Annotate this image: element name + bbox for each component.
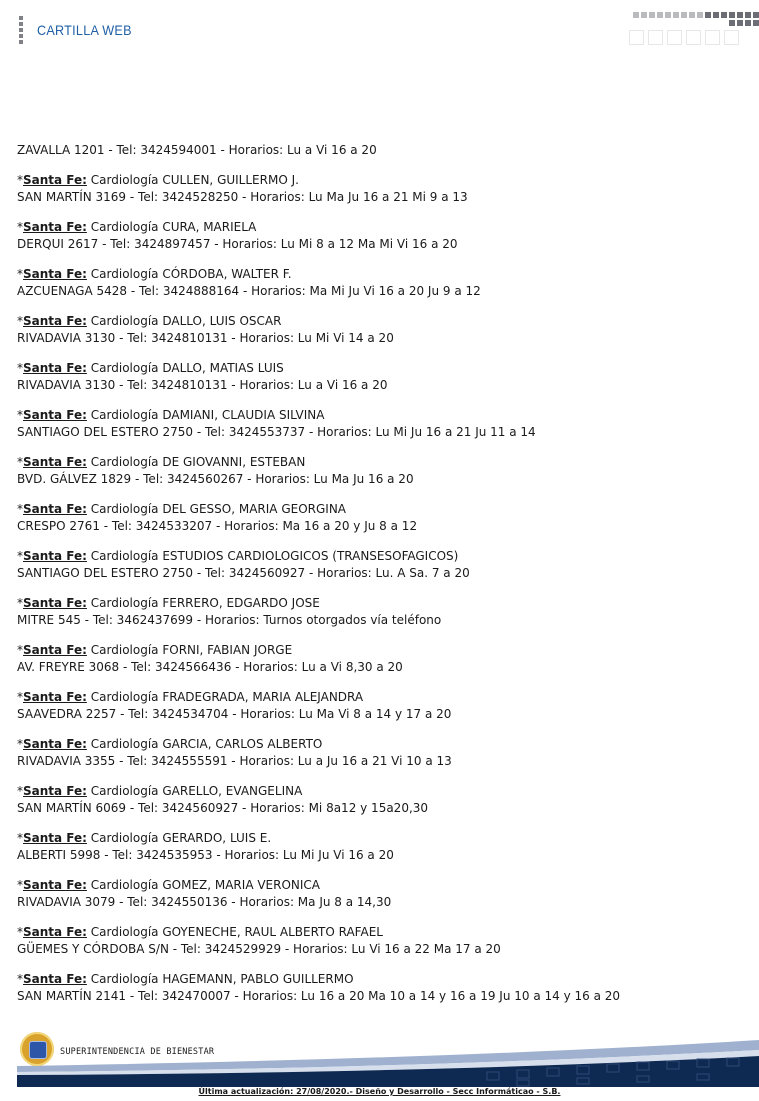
provider-entry-line1: *Santa Fe: Cardiología FERRERO, EDGARDO JOSE [17,596,320,610]
provider-entry-line1: *Santa Fe: Cardiología GERARDO, LUIS E. [17,831,272,845]
provider-specialty: Cardiología [90,455,159,469]
provider-specialty: Cardiología [90,784,159,798]
provider-name: DALLO, LUIS OSCAR [162,314,282,328]
provider-name: FERRERO, EDGARDO JOSE [162,596,320,610]
provider-entry-line1: *Santa Fe: Cardiología GOYENECHE, RAUL ALBERTO RAFAEL [17,925,383,939]
provider-details: RIVADAVIA 3079 - Tel: 3424550136 - Horarios: Ma Ju 8 a 14,30 [17,895,392,909]
page-footer [17,1028,759,1088]
provider-entry-line1: *Santa Fe: Cardiología GOMEZ, MARIA VERONICA [17,878,321,892]
provider-specialty: Cardiología [90,314,159,328]
provider-entry-line1: *Santa Fe: Cardiología GARELLO, EVANGELINA [17,784,303,798]
provider-name: DEL GESSO, MARIA GEORGINA [162,502,347,516]
provider-specialty: Cardiología [90,361,159,375]
provider-name: FRADEGRADA, MARIA ALEJANDRA [162,690,364,704]
provider-entry-line1: *Santa Fe: Cardiología FORNI, FABIAN JORGE [17,643,293,657]
provider-entry [17,407,737,441]
provider-name: GOMEZ, MARIA VERONICA [162,878,321,892]
provider-details: RIVADAVIA 3130 - Tel: 3424810131 - Horarios: Lu a Vi 16 a 20 [17,378,388,392]
provider-location: Santa Fe: [23,596,87,610]
provider-location: Santa Fe: [23,737,87,751]
provider-details: SAN MARTÍN 6069 - Tel: 3424560927 - Horarios: Mi 8a12 y 15a20,30 [17,801,429,815]
provider-location: Santa Fe: [23,549,87,563]
provider-location: Santa Fe: [23,502,87,516]
provider-location: Santa Fe: [23,173,87,187]
provider-entry-line1: *Santa Fe: Cardiología DALLO, MATIAS LUIS [17,361,284,375]
provider-details: SAAVEDRA 2257 - Tel: 3424534704 - Horarios: Lu Ma Vi 8 a 14 y 17 a 20 [17,707,452,721]
provider-location: Santa Fe: [23,455,87,469]
organization-name: SUPERINTENDENCIA DE BIENESTAR [60,1047,215,1057]
provider-specialty: Cardiología [90,502,159,516]
provider-entry [17,830,737,864]
page-title: CARTILLA WEB [37,22,132,38]
organization-seal-icon [20,1032,54,1066]
provider-details: DERQUI 2617 - Tel: 3424897457 - Horarios: Lu Mi 8 a 12 Ma Mi Vi 16 a 20 [17,237,458,251]
provider-entry [17,689,737,723]
provider-details: AZCUENAGA 5428 - Tel: 3424888164 - Horarios: Ma Mi Ju Vi 16 a 20 Ju 9 a 12 [17,284,481,298]
provider-specialty: Cardiología [90,267,159,281]
provider-details: CRESPO 2761 - Tel: 3424533207 - Horarios: Ma 16 a 20 y Ju 8 a 12 [17,519,418,533]
provider-name: GERARDO, LUIS E. [162,831,272,845]
provider-name: HAGEMANN, PABLO GUILLERMO [162,972,354,986]
provider-name: GARCIA, CARLOS ALBERTO [162,737,323,751]
provider-entry [17,501,737,535]
continued-entry [17,142,737,159]
provider-details: RIVADAVIA 3355 - Tel: 3424555591 - Horarios: Lu a Ju 16 a 21 Vi 10 a 13 [17,754,452,768]
provider-location: Santa Fe: [23,690,87,704]
header-decorative-squares [629,12,759,48]
provider-name: CÓRDOBA, WALTER F. [162,267,292,281]
provider-entry [17,877,737,911]
provider-entry [17,313,737,347]
provider-location: Santa Fe: [23,878,87,892]
provider-entry [17,548,737,582]
provider-entry [17,924,737,958]
provider-details: RIVADAVIA 3130 - Tel: 3424810131 - Horarios: Lu Mi Vi 14 a 20 [17,331,394,345]
provider-name: GARELLO, EVANGELINA [162,784,303,798]
provider-specialty: Cardiología [90,690,159,704]
provider-entry [17,595,737,629]
provider-location: Santa Fe: [23,408,87,422]
provider-entry [17,783,737,817]
provider-entry-line1: *Santa Fe: Cardiología CURA, MARIELA [17,220,257,234]
provider-name: CULLEN, GUILLERMO J. [162,173,299,187]
provider-entry-line1: *Santa Fe: Cardiología HAGEMANN, PABLO GUILLERMO [17,972,354,986]
provider-specialty: Cardiología [90,549,159,563]
page-header [0,0,759,60]
provider-entry [17,266,737,300]
provider-entry [17,172,737,206]
provider-name: DALLO, MATIAS LUIS [162,361,284,375]
provider-details: AV. FREYRE 3068 - Tel: 3424566436 - Horarios: Lu a Vi 8,30 a 20 [17,660,403,674]
provider-details: MITRE 545 - Tel: 3462437699 - Horarios: Turnos otorgados vía teléfono [17,613,442,627]
provider-details: BVD. GÁLVEZ 1829 - Tel: 3424560267 - Horarios: Lu Ma Ju 16 a 20 [17,472,414,486]
provider-specialty: Cardiología [90,173,159,187]
provider-details: ALBERTI 5998 - Tel: 3424535953 - Horarios: Lu Mi Ju Vi 16 a 20 [17,848,394,862]
provider-entry-line1: *Santa Fe: Cardiología GARCIA, CARLOS ALBERTO [17,737,323,751]
provider-specialty: Cardiología [90,596,159,610]
provider-location: Santa Fe: [23,925,87,939]
provider-listing [17,142,737,1018]
provider-name: DAMIANI, CLAUDIA SILVINA [162,408,325,422]
provider-entry [17,360,737,394]
provider-details: SAN MARTÍN 2141 - Tel: 342470007 - Horarios: Lu 16 a 20 Ma 10 a 14 y 16 a 19 Ju 10 a 14 y 16 a 20 [17,989,621,1003]
provider-entry [17,454,737,488]
provider-entry-line1: *Santa Fe: Cardiología DE GIOVANNI, ESTEBAN [17,455,306,469]
provider-details: SAN MARTÍN 3169 - Tel: 3424528250 - Horarios: Lu Ma Ju 16 a 21 Mi 9 a 13 [17,190,468,204]
provider-entry-line1: *Santa Fe: Cardiología DEL GESSO, MARIA GEORGINA [17,502,347,516]
provider-location: Santa Fe: [23,267,87,281]
continued-entry-details: ZAVALLA 1201 - Tel: 3424594001 - Horarios: Lu a Vi 16 a 20 [17,143,377,157]
provider-specialty: Cardiología [90,737,159,751]
provider-entries [17,172,737,1005]
provider-name: GOYENECHE, RAUL ALBERTO RAFAEL [162,925,383,939]
provider-details: SANTIAGO DEL ESTERO 2750 - Tel: 3424560927 - Horarios: Lu. A Sa. 7 a 20 [17,566,470,580]
provider-location: Santa Fe: [23,314,87,328]
provider-location: Santa Fe: [23,643,87,657]
provider-entry [17,971,737,1005]
provider-specialty: Cardiología [90,925,159,939]
provider-specialty: Cardiología [90,643,159,657]
last-update-line: Última actualización: 27/08/2020.- Diseño y Desarrollo - Secc Informáticao - S.B. [198,1087,561,1096]
provider-name: FORNI, FABIAN JORGE [162,643,293,657]
provider-name: ESTUDIOS CARDIOLOGICOS (TRANSESOFAGICOS) [162,549,459,563]
footer-band [17,1028,759,1088]
provider-location: Santa Fe: [23,831,87,845]
provider-entry-line1: *Santa Fe: Cardiología CULLEN, GUILLERMO J. [17,173,299,187]
provider-name: DE GIOVANNI, ESTEBAN [162,455,306,469]
provider-entry-line1: *Santa Fe: Cardiología FRADEGRADA, MARIA ALEJANDRA [17,690,364,704]
provider-specialty: Cardiología [90,408,159,422]
provider-details: GÜEMES Y CÓRDOBA S/N - Tel: 3424529929 - Horarios: Lu Vi 16 a 22 Ma 17 a 20 [17,942,501,956]
provider-entry [17,736,737,770]
provider-location: Santa Fe: [23,784,87,798]
provider-location: Santa Fe: [23,972,87,986]
provider-specialty: Cardiología [90,220,159,234]
provider-entry-line1: *Santa Fe: Cardiología CÓRDOBA, WALTER F. [17,267,292,281]
provider-location: Santa Fe: [23,220,87,234]
provider-entry [17,642,737,676]
provider-specialty: Cardiología [90,831,159,845]
provider-location: Santa Fe: [23,361,87,375]
provider-entry-line1: *Santa Fe: Cardiología DAMIANI, CLAUDIA SILVINA [17,408,325,422]
provider-entry-line1: *Santa Fe: Cardiología DALLO, LUIS OSCAR [17,314,282,328]
header-accent-bar [19,16,23,46]
provider-details: SANTIAGO DEL ESTERO 2750 - Tel: 3424553737 - Horarios: Lu Mi Ju 16 a 21 Ju 11 a 14 [17,425,536,439]
provider-entry-line1: *Santa Fe: Cardiología ESTUDIOS CARDIOLOGICOS (TRANSESOFAGICOS) [17,549,459,563]
provider-entry [17,219,737,253]
provider-specialty: Cardiología [90,972,159,986]
provider-specialty: Cardiología [90,878,159,892]
provider-name: CURA, MARIELA [162,220,257,234]
